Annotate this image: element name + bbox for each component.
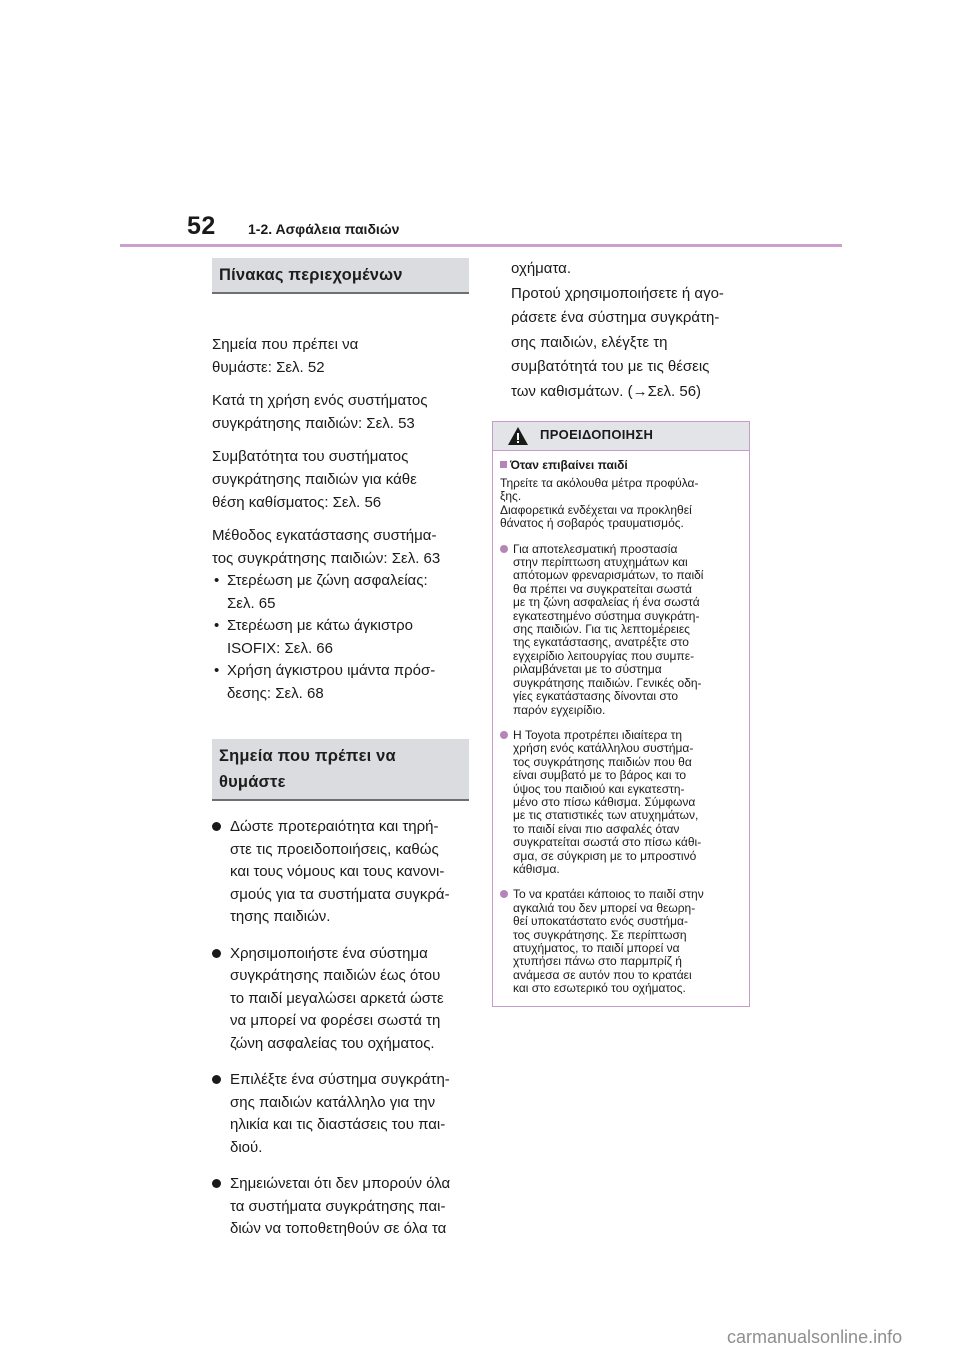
warning-intro-line: Τηρείτε τα ακόλουθα μέτρα προφύλα-: [500, 476, 699, 490]
remember-bullet-line: στε τις προειδοποιήσεις, καθώς: [230, 840, 439, 858]
warning-item-line: απότομων φρεναρισμάτων, το παιδί: [513, 568, 704, 583]
warning-triangle-icon: [507, 426, 529, 446]
warning-intro: [500, 477, 743, 531]
watermark: carmanualsonline.info: [727, 1327, 903, 1347]
remember-bullet-line: τα συστήματα συγκράτησης παι-: [230, 1197, 446, 1215]
remember-bullet-line: τησης παιδιών.: [230, 908, 331, 925]
remember-bullet: [212, 1069, 469, 1159]
continuation-line: συμβατότητά του με τις θέσεις: [511, 358, 710, 375]
toc-entry-line: Μέθοδος εγκατάστασης συστήμα-: [212, 527, 437, 544]
warning-item-line: ατυχήματος, το παιδί μπορεί να: [513, 941, 680, 955]
warning-item-line: Η Toyota προτρέπει ιδιαίτερα τη: [513, 727, 683, 742]
remember-heading: [212, 739, 469, 801]
toc-entry-line: θυμάστε: Σελ. 52: [212, 359, 325, 376]
bullet-dot-icon: [212, 1179, 221, 1188]
continuation-line: σης παιδιών, ελέγξτε τη: [511, 333, 668, 351]
toc-entry-line: συγκράτησης παιδιών για κάθε: [212, 471, 417, 488]
toc-sub-entry[interactable]: [212, 570, 469, 615]
remember-bullet-line: Δώστε προτεραιότητα και τηρή-: [230, 818, 439, 835]
warning-box: [492, 421, 750, 1007]
continuation-line: ράσετε ένα σύστημα συγκράτη-: [511, 309, 720, 326]
remember-list: [212, 816, 469, 1241]
warning-item-line: παρόν εγχειρίδιο.: [513, 702, 606, 717]
header-rule: [120, 244, 842, 247]
warning-intro-line: Διαφορετικά ενδέχεται να προκληθεί: [500, 502, 692, 517]
warning-item-line: ανάμεσα σε αυτόν που το κρατάει: [513, 967, 692, 982]
warning-item-line: τος συγκράτησης παιδιών που θα: [513, 754, 692, 769]
toc-sub-line: δεσης: Σελ. 68: [227, 684, 324, 702]
toc-sub-entry[interactable]: [212, 615, 469, 660]
warning-item-line: Το να κρατάει κάποιος το παιδί στην: [513, 887, 704, 902]
warning-item-line: χρήση ενός κατάλληλου συστήμα-: [513, 741, 694, 756]
toc-entry[interactable]: [212, 333, 469, 379]
warning-item-line: Για αποτελεσματική προστασία: [513, 541, 678, 556]
bullet-dot-icon: [212, 949, 221, 958]
warning-item-line: ριλαμβάνεται με το σύστημα: [513, 662, 662, 677]
bullet-dot-icon: [500, 731, 508, 739]
toc-sub-line: Στερέωση με κάτω άγκιστρο: [227, 617, 414, 634]
warning-item-line: της εγκατάστασης, ανατρέξτε στο: [513, 635, 689, 650]
warning-item-line: με τη ζώνη ασφαλείας ή ένα σωστά: [513, 595, 700, 610]
toc-entry-line: Συμβατότητα του συστήματος: [212, 448, 409, 465]
warning-subheading: [500, 457, 743, 473]
toc-entry[interactable]: [212, 389, 469, 435]
warning-item-line: σης παιδιών. Για τις λεπτομέρειες: [513, 622, 690, 637]
remember-bullet-line: συγκράτησης παιδιών έως ότου: [230, 967, 441, 984]
remember-heading-line: Σημεία που πρέπει να: [219, 747, 396, 765]
remember-bullet: [212, 943, 469, 1056]
continuation-line: των καθισμάτων. (→Σελ. 56): [511, 382, 702, 400]
toc-sub-list: [212, 570, 469, 705]
warning-item-line: θα πρέπει να συγκρατείται σωστά: [513, 581, 692, 596]
remember-bullet-line: Σημειώνεται ότι δεν μπορούν όλα: [230, 1175, 451, 1192]
toc-entry-line: θέση καθίσματος: Σελ. 56: [212, 494, 382, 511]
warning-item-line: ύψος του παιδιού και εγκατεστη-: [513, 781, 685, 796]
remember-bullet-line: και τους νόμους και τους κανονι-: [230, 863, 445, 880]
warning-item-line: συγκράτησης παιδιών. Γενικές οδη-: [513, 675, 702, 690]
section-title: 1-2. Ασφάλεια παιδιών: [248, 221, 400, 237]
toc-sub-line: Σελ. 65: [227, 594, 276, 612]
warning-item-line: σμα, σε σύγκριση με το μπροστινό: [513, 848, 697, 863]
warning-item-line: κάθισμα.: [513, 861, 560, 876]
warning-header: [493, 422, 749, 451]
warning-item-line: το παιδί είναι πιο ασφαλές όταν: [513, 821, 680, 836]
page-number: 52: [187, 212, 216, 240]
warning-item-line: και στο εσωτερικό του οχήματος.: [513, 981, 686, 996]
warning-item: [500, 543, 743, 717]
warning-item: [500, 729, 743, 876]
remember-bullet-line: σμούς για τα συστήματα συγκρά-: [230, 885, 450, 903]
toc-list: [212, 333, 469, 570]
continuation-line: Προτού χρησιμοποιήσετε ή αγο-: [511, 284, 724, 302]
toc-entry-line: Κατά τη χρήση ενός συστήματος: [212, 392, 428, 409]
warning-items: [500, 543, 743, 996]
continuation-line: οχήματα.: [511, 260, 572, 277]
bullet-dot-icon: •: [214, 662, 220, 679]
toc-entry-line: συγκράτησης παιδιών: Σελ. 53: [212, 415, 415, 432]
bullet-dot-icon: [500, 545, 508, 553]
warning-item-line: γίες εγκατάστασης δίνονται στο: [513, 689, 679, 704]
remember-bullet-line: να μπορεί να φορέσει σωστά τη: [230, 1012, 441, 1029]
warning-intro-line: ξης.: [500, 489, 522, 504]
remember-bullet-line: το παιδί μεγαλώσει αρκετά ώστε: [230, 989, 444, 1007]
bullet-dot-icon: [500, 890, 508, 898]
toc-entry-line: Σημεία που πρέπει να: [212, 336, 359, 353]
warning-item-line: συγκρατείται σωστά στο πίσω κάθι-: [513, 835, 702, 850]
bullet-dot-icon: •: [214, 572, 220, 589]
warning-item-line: τος συγκράτησης. Σε περίπτωση: [513, 927, 687, 942]
toc-entry-line: τος συγκράτησης παιδιών: Σελ. 63: [212, 550, 441, 567]
remember-bullet-line: Επιλέξτε ένα σύστημα συγκράτη-: [230, 1071, 450, 1088]
warning-body: [493, 451, 749, 1006]
warning-subheading-text: Όταν επιβαίνει παιδί: [510, 458, 628, 472]
remember-bullet-line: διών να τοποθετηθούν σε όλα τα: [230, 1220, 447, 1237]
remember-bullet-line: Χρησιμοποιήστε ένα σύστημα: [230, 944, 428, 962]
warning-item-line: μένο στο πίσω κάθισμα. Σύμφωνα: [513, 794, 696, 809]
toc-sub-line: ISOFIX: Σελ. 66: [227, 639, 333, 657]
square-bullet-icon: [500, 461, 507, 468]
remember-bullet-line: διού.: [230, 1138, 263, 1156]
remember-bullet-line: ζώνη ασφαλείας του οχήματος.: [230, 1034, 435, 1052]
warning-item-line: εγχειρίδιο λειτουργίας που συμπε-: [513, 648, 695, 663]
remember-continuation: [492, 257, 750, 404]
warning-title: ΠΡΟΕΙΔΟΠΟΙΗΣΗ: [540, 427, 654, 442]
remember-bullet: [212, 1173, 469, 1241]
warning-intro-line: θάνατος ή σοβαρός τραυματισμός.: [500, 516, 684, 531]
toc-entry[interactable]: [212, 445, 469, 514]
remember-bullet-line: ηλικία και τις διαστάσεις του παι-: [230, 1116, 446, 1133]
remember-heading-line: θυμάστε: [219, 773, 286, 791]
left-column: [212, 258, 469, 1241]
bullet-dot-icon: [212, 1075, 221, 1084]
toc-entry[interactable]: [212, 524, 469, 570]
warning-item-line: με τις στατιστικές των ατυχημάτων,: [513, 808, 699, 823]
remember-bullet-line: σης παιδιών κατάλληλο για την: [230, 1093, 436, 1111]
toc-heading: Πίνακας περιεχομένων: [212, 258, 469, 294]
toc-sub-line: Στερέωση με ζώνη ασφαλείας:: [227, 572, 428, 589]
warning-item: [500, 888, 743, 995]
warning-item-line: αγκαλιά του δεν μπορεί να θεωρη-: [513, 900, 696, 915]
warning-item-line: στην περίπτωση ατυχημάτων και: [513, 555, 688, 570]
right-column: [492, 257, 750, 1007]
warning-item-line: εγκατεστημένο σύστημα συγκράτη-: [513, 608, 700, 623]
remember-bullet: [212, 816, 469, 929]
bullet-dot-icon: •: [214, 617, 220, 634]
bullet-dot-icon: [212, 822, 221, 831]
warning-item-line: χτυπήσει πάνω στο παρμπρίζ ή: [513, 954, 682, 969]
warning-item-line: είναι συμβατό με το βάρος και το: [513, 768, 687, 783]
warning-item-line: θεί υποκατάστατο ενός συστήμα-: [513, 914, 688, 929]
toc-sub-line: Χρήση άγκιστρου ιμάντα πρόσ-: [227, 662, 436, 679]
toc-sub-entry[interactable]: [212, 660, 469, 705]
